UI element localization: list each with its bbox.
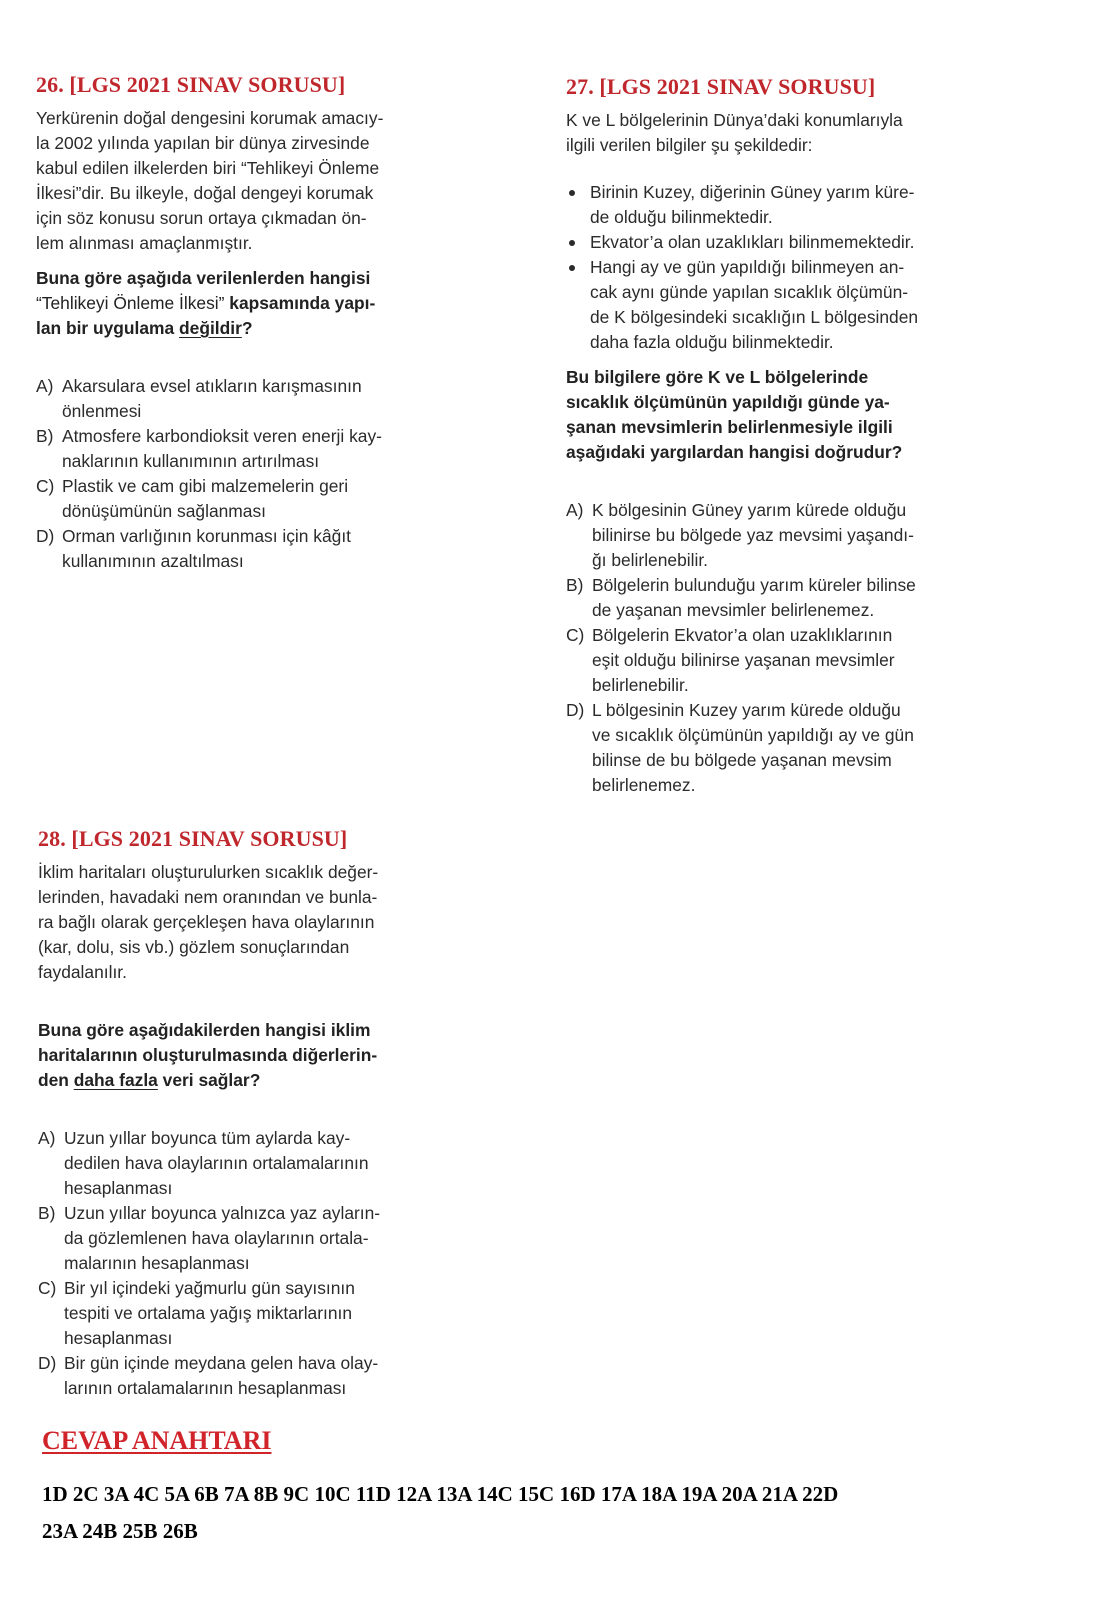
bullet-item (566, 180, 986, 230)
answer-options (36, 374, 456, 574)
stem-question-mark: ? (241, 318, 253, 338)
passage-line: ilgili verilen bilgiler şu şekildedir: (566, 135, 813, 155)
stem-line: sıcaklık ölçümünün yapıldığı günde ya- (566, 392, 890, 412)
option-text-line: Akarsulara evsel atıkların karışmasının (62, 376, 362, 396)
stem-quoted-term: “Tehlikeyi Önleme İlkesi” (36, 293, 230, 313)
option-d[interactable] (38, 1351, 458, 1401)
bullet-text-line: daha fazla olduğu bilinmektedir. (590, 332, 834, 352)
option-b[interactable] (38, 1201, 458, 1276)
bullet-dot-icon (569, 265, 575, 271)
passage-line: ra bağlı olarak gerçekleşen hava olaylarının (38, 912, 375, 932)
bullet-dot-icon (569, 240, 575, 246)
passage-line: Yerkürenin doğal dengesini korumak amacıy- (36, 108, 384, 128)
bullet-text-line: Birinin Kuzey, diğerinin Güney yarım küre- (590, 182, 915, 202)
option-letter: A) (38, 1128, 56, 1148)
stem-bold-text: veri sağlar? (157, 1070, 261, 1090)
option-letter: A) (36, 376, 54, 396)
option-text-line: malarının hesaplanması (64, 1253, 250, 1273)
bullet-text-line: Hangi ay ve gün yapıldığı bilinmeyen an- (590, 257, 905, 277)
stem-line: haritalarının oluşturulmasında diğerlerin- (38, 1045, 378, 1065)
option-text-line: bilinse de bu bölgede yaşanan mevsim (592, 750, 892, 770)
answer-options (566, 498, 986, 798)
stem-line: aşağıdaki yargılardan hangisi doğrudur? (566, 442, 903, 462)
question-stem (566, 365, 986, 465)
question-passage (36, 106, 456, 256)
option-text-line: hesaplanması (64, 1178, 173, 1198)
option-letter: B) (566, 575, 584, 595)
stem-line: Buna göre aşağıda verilenlerden hangisi (36, 268, 371, 288)
question-26 (36, 72, 456, 574)
option-text-line: Bölgelerin Ekvator’a olan uzaklıklarının (592, 625, 893, 645)
option-text-line: Atmosfere karbondioksit veren enerji kay- (62, 426, 382, 446)
question-passage (38, 860, 458, 985)
answer-key (42, 1426, 1062, 1550)
option-text-line: Bölgelerin bulunduğu yarım küreler bilinse (592, 575, 916, 595)
option-text-line: belirlenemez. (592, 775, 696, 795)
option-text-line: ğı belirlenebilir. (592, 550, 709, 570)
option-text-line: naklarının kullanımının artırılması (62, 451, 320, 471)
option-c[interactable] (36, 474, 456, 524)
question-title: 27. [LGS 2021 SINAV SORUSU] (566, 74, 876, 99)
answer-key-title: CEVAP ANAHTARI (42, 1426, 272, 1455)
option-b[interactable] (566, 573, 986, 623)
passage-line: la 2002 yılında yapılan bir dünya zirvesinde (36, 133, 370, 153)
bullet-text-line: de K bölgesindeki sıcaklığın L bölgesinden (590, 307, 919, 327)
answer-options (38, 1126, 458, 1401)
option-text-line: ve sıcaklık ölçümünün yapıldığı ay ve gün (592, 725, 914, 745)
passage-line: kabul edilen ilkelerden biri “Tehlikeyi Önleme (36, 158, 380, 178)
option-text-line: K bölgesinin Güney yarım kürede olduğu (592, 500, 907, 520)
question-passage (566, 108, 986, 158)
stem-bold-text: kapsamında yapı- (229, 293, 376, 313)
passage-line: faydalanılır. (38, 962, 127, 982)
option-text-line: Plastik ve cam gibi malzemelerin geri (62, 476, 349, 496)
bullet-item (566, 255, 986, 355)
option-text-line: Bir gün içinde meydana gelen hava olay- (64, 1353, 379, 1373)
option-text-line: eşit olduğu bilinirse yaşanan mevsimler (592, 650, 895, 670)
bullet-text-line: Ekvator’a olan uzaklıkları bilinmemektedir. (590, 232, 915, 252)
option-text-line: dedilen hava olaylarının ortalamalarının (64, 1153, 369, 1173)
passage-line: (kar, dolu, sis vb.) gözlem sonuçlarından (38, 937, 350, 957)
option-text-line: bilinirse bu bölgede yaz mevsimi yaşandı- (592, 525, 914, 545)
option-d[interactable] (566, 698, 986, 798)
question-28 (38, 826, 458, 1401)
option-letter: A) (566, 500, 584, 520)
passage-line: lerinden, havadaki nem oranından ve bunla- (38, 887, 378, 907)
bullet-item (566, 230, 986, 255)
bullet-text-line: de olduğu bilinmektedir. (590, 207, 773, 227)
option-letter: B) (36, 426, 54, 446)
option-text-line: de yaşanan mevsimler belirlenemez. (592, 600, 875, 620)
stem-bold-text: den (38, 1070, 74, 1090)
stem-line (38, 1068, 458, 1093)
answer-key-line: 23A 24B 25B 26B (42, 1519, 198, 1543)
stem-line: şanan mevsimlerin belirlenmesiyle ilgili (566, 417, 893, 437)
option-a[interactable] (566, 498, 986, 573)
option-text-line: tespiti ve ortalama yağış miktarlarının (64, 1303, 353, 1323)
passage-line: İlkesi”dir. Bu ilkeyle, doğal dengeyi korumak (36, 183, 374, 203)
stem-line: Buna göre aşağıdakilerden hangisi iklim (38, 1020, 371, 1040)
option-text-line: önlenmesi (62, 401, 142, 421)
option-text-line: da gözlemlenen hava olaylarının ortala- (64, 1228, 369, 1248)
passage-line: K ve L bölgelerinin Dünya’daki konumlarıyla (566, 110, 903, 130)
stem-line (36, 291, 456, 316)
option-c[interactable] (38, 1276, 458, 1351)
option-letter: C) (38, 1278, 57, 1298)
stem-bold-text: lan bir uygulama (36, 318, 180, 338)
answer-key-line: 1D 2C 3A 4C 5A 6B 7A 8B 9C 10C 11D 12A 13A 14C 15C 16D 17A 18A 19A 20A 21A 22D (42, 1482, 839, 1506)
stem-line (36, 316, 456, 341)
option-letter: D) (36, 526, 55, 546)
option-text-line: Bir yıl içindeki yağmurlu gün sayısının (64, 1278, 355, 1298)
question-27 (566, 74, 986, 798)
question-stem (38, 1018, 458, 1093)
option-a[interactable] (36, 374, 456, 424)
bullet-text-line: cak aynı günde yapılan sıcaklık ölçümün- (590, 282, 909, 302)
stem-underlined-word: değildir (179, 318, 242, 338)
option-text-line: Uzun yıllar boyunca tüm aylarda kay- (64, 1128, 351, 1148)
question-title: 26. [LGS 2021 SINAV SORUSU] (36, 72, 346, 97)
option-letter: D) (38, 1353, 57, 1373)
option-letter: C) (36, 476, 55, 496)
option-letter: D) (566, 700, 585, 720)
passage-line: İklim haritaları oluşturulurken sıcaklık değer- (38, 862, 379, 882)
option-b[interactable] (36, 424, 456, 474)
option-letter: B) (38, 1203, 56, 1223)
option-text-line: L bölgesinin Kuzey yarım kürede olduğu (592, 700, 901, 720)
option-text-line: belirlenebilir. (592, 675, 689, 695)
option-text-line: larının ortalamalarının hesaplanması (64, 1378, 347, 1398)
option-text-line: Orman varlığının korunması için kâğıt (62, 526, 351, 546)
option-d[interactable] (36, 524, 456, 574)
option-letter: C) (566, 625, 585, 645)
option-c[interactable] (566, 623, 986, 698)
option-text-line: Uzun yıllar boyunca yalnızca yaz ayların- (64, 1203, 381, 1223)
option-text-line: kullanımının azaltılması (62, 551, 244, 571)
passage-line: lem alınması amaçlanmıştır. (36, 233, 253, 253)
stem-line: Bu bilgilere göre K ve L bölgelerinde (566, 367, 869, 387)
option-a[interactable] (38, 1126, 458, 1201)
info-bullets (566, 180, 986, 355)
question-title: 28. [LGS 2021 SINAV SORUSU] (38, 826, 348, 851)
option-text-line: dönüşümünün sağlanması (62, 501, 266, 521)
question-stem (36, 266, 456, 341)
stem-underlined-word: daha fazla (73, 1070, 158, 1090)
bullet-dot-icon (569, 190, 575, 196)
passage-line: için söz konusu sorun ortaya çıkmadan ön- (36, 208, 367, 228)
option-text-line: hesaplanması (64, 1328, 173, 1348)
